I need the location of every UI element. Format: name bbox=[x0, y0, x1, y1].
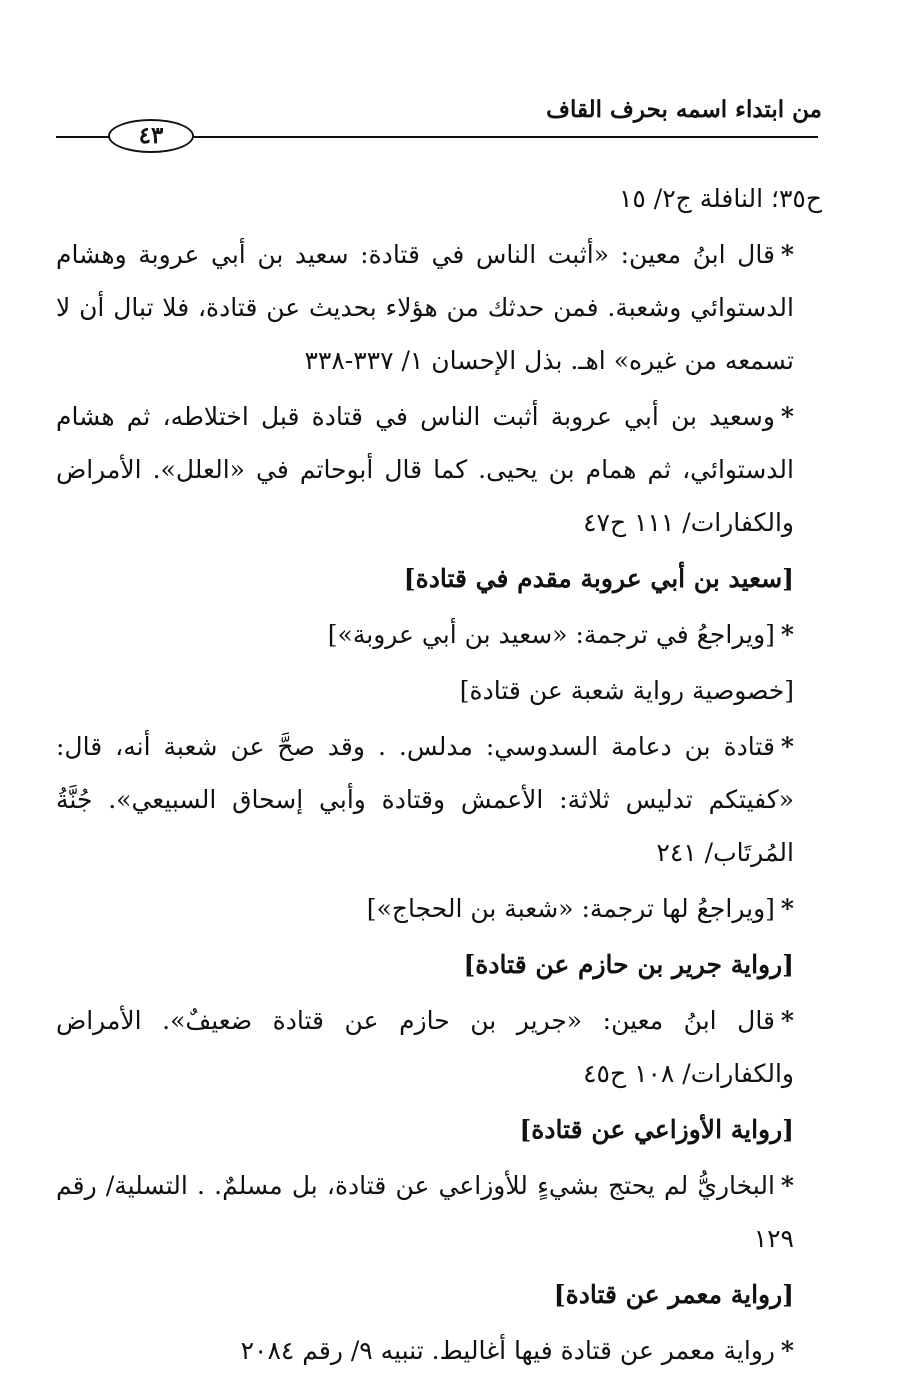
section-heading bbox=[56, 1268, 822, 1321]
star-marker: * bbox=[780, 1336, 794, 1365]
star-marker: * bbox=[780, 1006, 794, 1035]
section-heading bbox=[56, 664, 822, 717]
star-marker: * bbox=[780, 402, 794, 431]
running-header: من ابتداء اسمه بحرف القاف bbox=[546, 96, 822, 123]
entry-paragraph bbox=[56, 1159, 822, 1265]
entry-paragraph bbox=[56, 390, 822, 549]
star-marker: * bbox=[780, 1171, 794, 1200]
heading-text: [رواية معمر عن قتادة] bbox=[553, 1280, 794, 1309]
entry-text: قتادة بن دعامة السدوسي: مدلس. . وقد صحَّ عن شعبة أنه، قال: «كفيتكم تدليس ثلاثة: الأعمش وقتادة وأبي إسحاق السبيعي». جُنَّةُ المُرتَاب/ ٢٤١ bbox=[56, 732, 794, 867]
entry-paragraph bbox=[56, 720, 822, 879]
entry-text: البخاريُّ لم يحتج بشيءٍ للأوزاعي عن قتادة، بل مسلمٌ. . التسلية/ رقم ١٢٩ bbox=[56, 1171, 794, 1253]
heading-text: [رواية الأوزاعي عن قتادة] bbox=[519, 1115, 794, 1144]
page-number: ٤٣ bbox=[108, 119, 194, 153]
reference-line bbox=[56, 172, 822, 225]
page-body bbox=[56, 172, 822, 1380]
cross-reference bbox=[56, 882, 822, 935]
section-heading bbox=[56, 938, 822, 991]
reference-text: ح٣٥؛ النافلة ج٢/ ١٥ bbox=[618, 184, 822, 213]
heading-text: [خصوصية رواية شعبة عن قتادة] bbox=[459, 676, 794, 705]
star-marker: * bbox=[780, 620, 794, 649]
section-heading bbox=[56, 552, 822, 605]
entry-text: قال ابنُ معين: «أثبت الناس في قتادة: سعيد بن أبي عروبة وهشام الدستوائي وشعبة. فمن حدثك من هؤلاء بحديث عن قتادة، فلا تبال أن لا تسمعه من غيره» اهـ. بذل الإحسان ١/ ٣٣٧-٣٣٨ bbox=[56, 240, 794, 375]
heading-text: [سعيد بن أبي عروبة مقدم في قتادة] bbox=[403, 564, 794, 593]
star-marker: * bbox=[780, 732, 794, 761]
entry-paragraph bbox=[56, 1324, 822, 1377]
cross-reference-text: [ويراجعُ لها ترجمة: «شعبة بن الحجاج»] bbox=[366, 894, 775, 923]
entry-paragraph bbox=[56, 228, 822, 387]
section-heading bbox=[56, 1103, 822, 1156]
entry-text: قال ابنُ معين: «جرير بن حازم عن قتادة ضعيفٌ». الأمراض والكفارات/ ١٠٨ ح٤٥ bbox=[56, 1006, 794, 1088]
star-marker: * bbox=[780, 894, 794, 923]
entry-paragraph bbox=[56, 994, 822, 1100]
cross-reference bbox=[56, 608, 822, 661]
cross-reference-text: [ويراجعُ في ترجمة: «سعيد بن أبي عروبة»] bbox=[327, 620, 775, 649]
entry-text: وسعيد بن أبي عروبة أثبت الناس في قتادة قبل اختلاطه، ثم هشام الدستوائي، ثم همام بن يحيى. كما قال أبوحاتم في «العلل». الأمراض والكفارات/ ١١١ ح٤٧ bbox=[56, 402, 794, 537]
entry-text: رواية معمر عن قتادة فيها أغاليط. تنبيه ٩/ رقم ٢٠٨٤ bbox=[240, 1336, 775, 1365]
heading-text: [رواية جرير بن حازم عن قتادة] bbox=[463, 950, 794, 979]
star-marker: * bbox=[780, 240, 794, 269]
